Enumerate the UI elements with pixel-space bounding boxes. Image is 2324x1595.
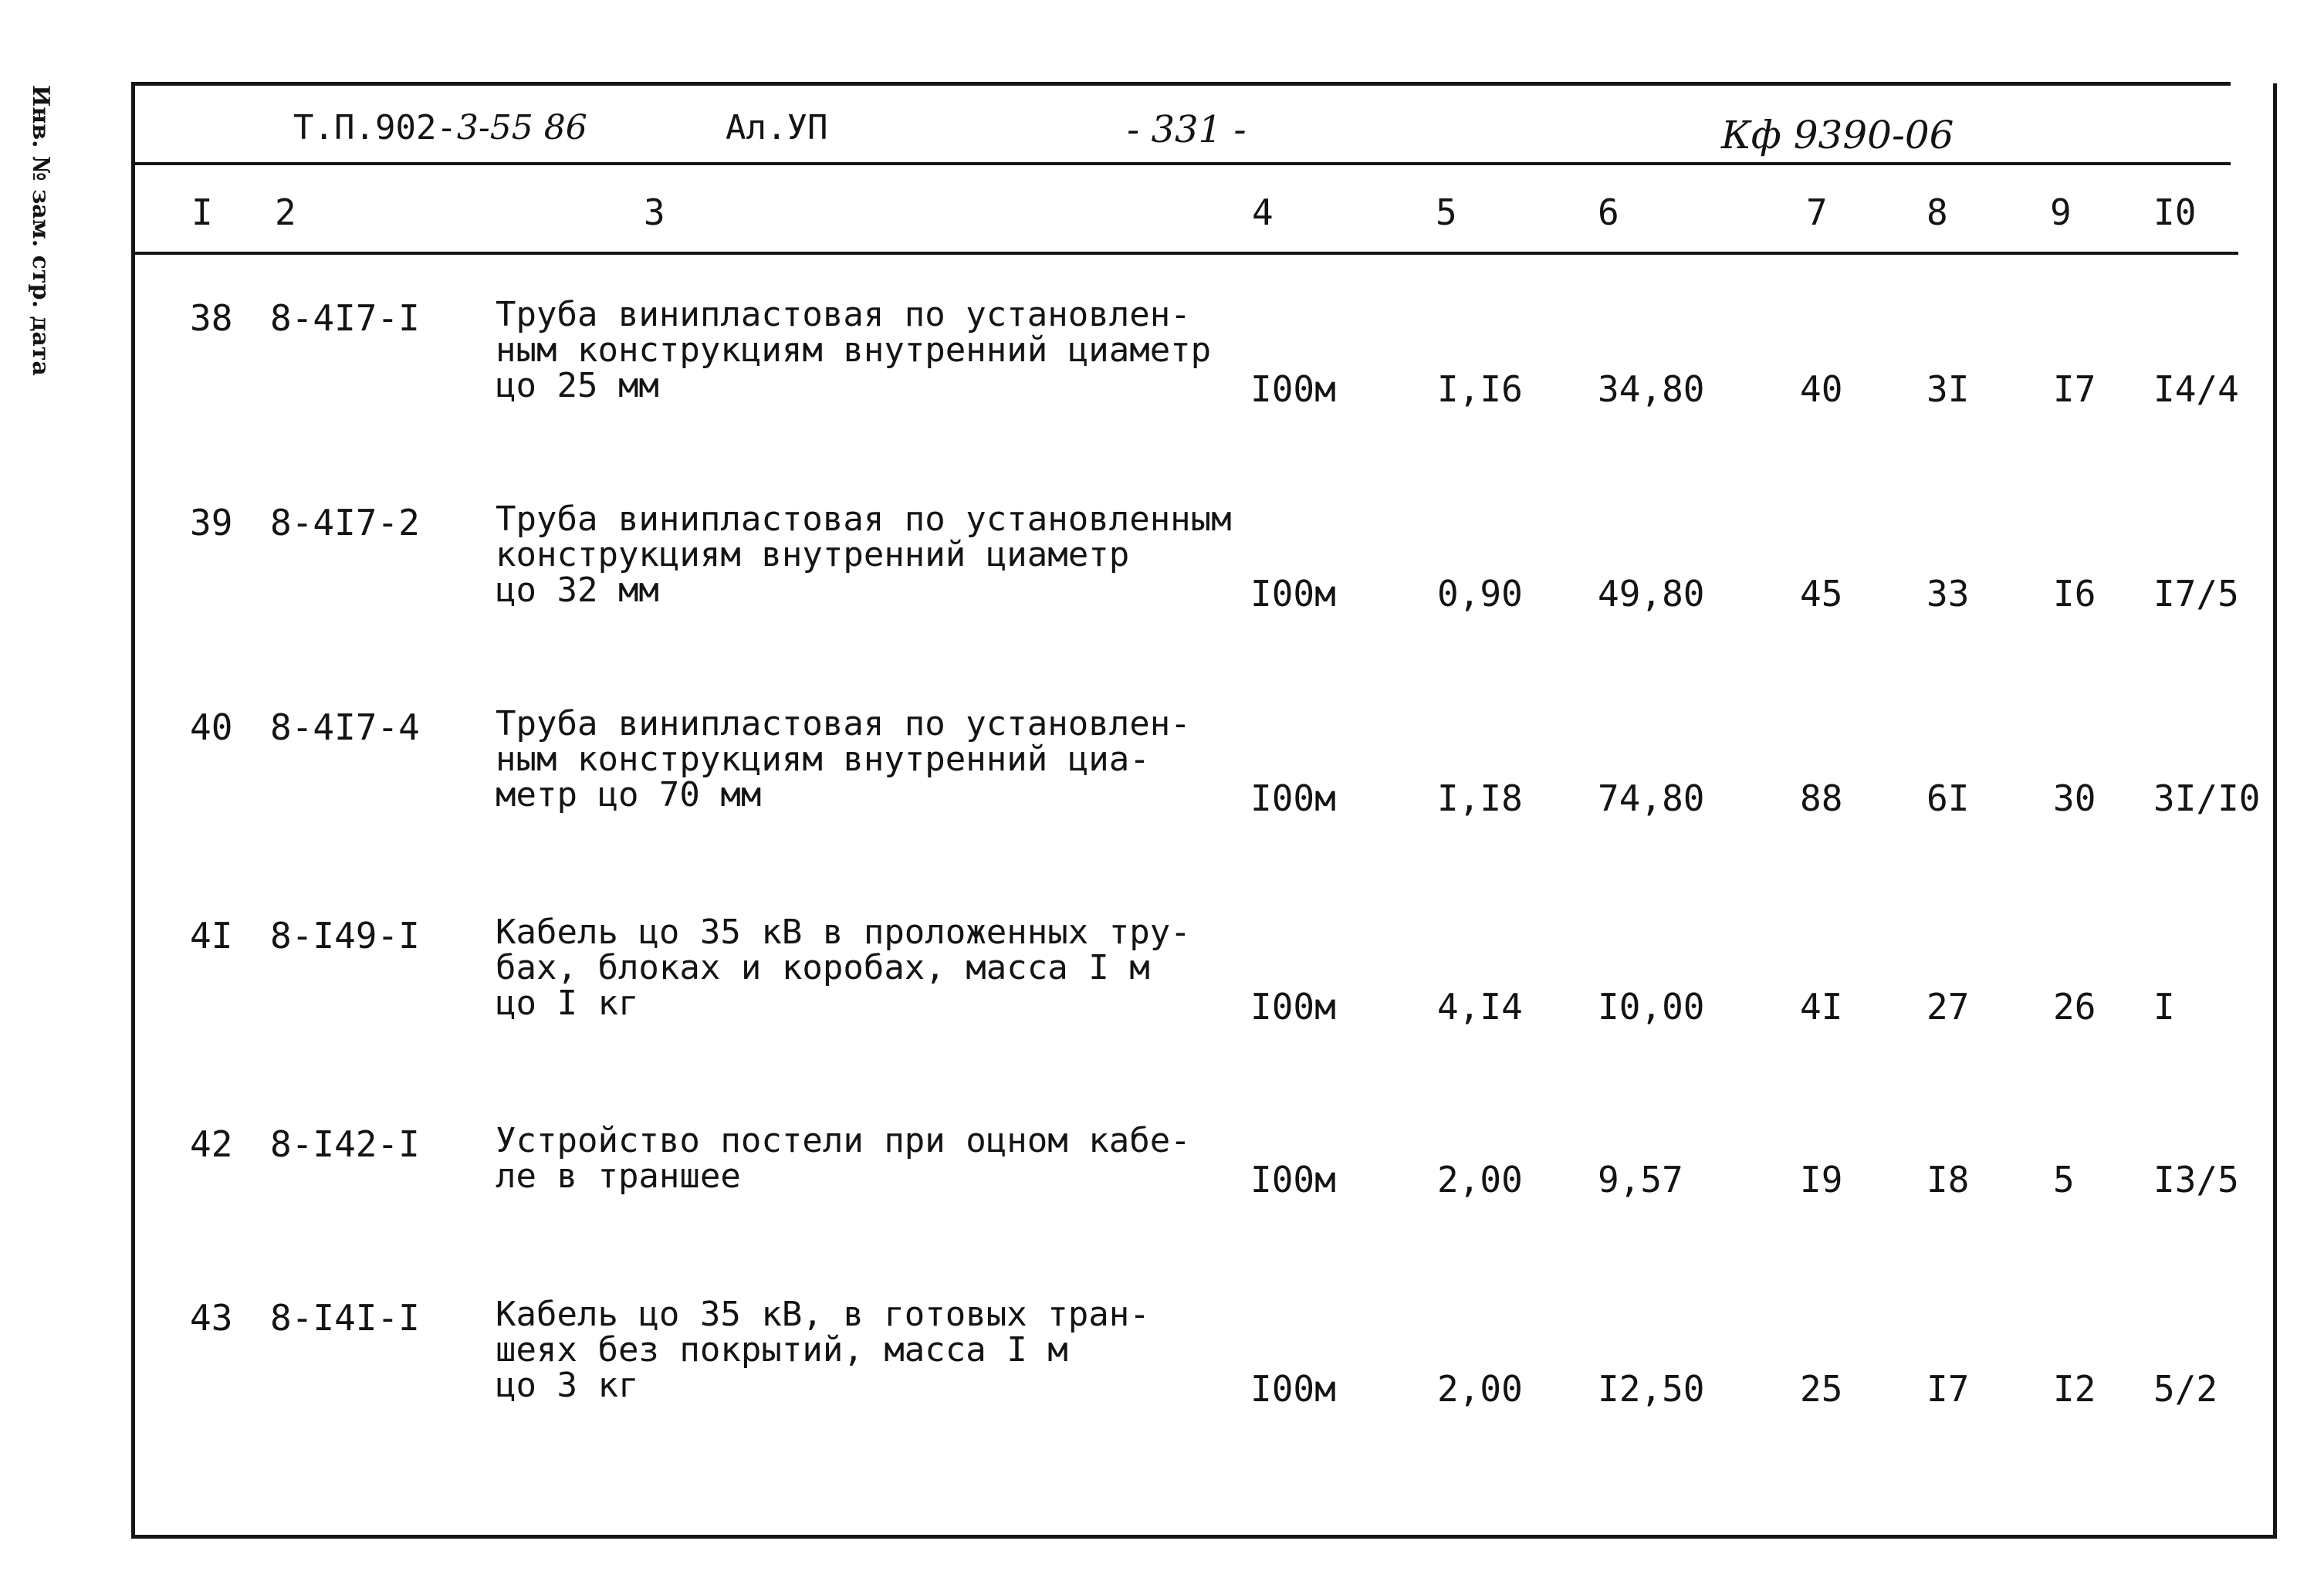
- album-number: Ал.УП: [726, 108, 828, 147]
- column-number-7: 7: [1806, 191, 1828, 233]
- item-code: 8-4I7-2: [270, 502, 420, 544]
- header-bottom-rule: [131, 162, 2231, 165]
- description-line: Труба винипластовая по установленным: [496, 499, 1232, 539]
- row-number: 4I: [190, 915, 233, 957]
- price-value: 74,80: [1598, 777, 1705, 819]
- item-code: 8-4I7-4: [270, 706, 420, 748]
- side-stamp-text: Инв. № зам. стр. дата: [27, 85, 54, 376]
- description-line: ным конструкциям внутренний циаметр: [496, 330, 1212, 370]
- column-9-value: I2: [2053, 1368, 2096, 1410]
- column-8-value: 33: [1927, 573, 1970, 615]
- description-line: цо I кг: [496, 984, 639, 1023]
- item-description: [496, 1123, 1191, 1194]
- column-9-value: 30: [2053, 777, 2096, 819]
- project-number: Т.П.902-3-55 86: [293, 108, 587, 147]
- quantity-value: 4,I4: [1437, 986, 1523, 1028]
- page-number: - 331 -: [1127, 108, 1247, 151]
- column-7-value: 45: [1800, 573, 1843, 615]
- unit-value: I00м: [1250, 368, 1336, 410]
- description-line: бах, блоках и коробах, масса I м: [496, 948, 1150, 987]
- description-line: Устройство постели при оцном кабе-: [496, 1121, 1191, 1160]
- item-description: [496, 499, 1232, 610]
- column-8-value: I8: [1927, 1159, 1970, 1200]
- description-line: конструкциям внутренний циаметр: [496, 535, 1130, 574]
- column-9-value: 5: [2053, 1159, 2075, 1200]
- column-9-value: I7: [2053, 368, 2096, 410]
- column-10-value: I7/5: [2153, 573, 2239, 615]
- column-7-value: 25: [1800, 1368, 1843, 1410]
- description-line: Труба винипластовая по установлен-: [496, 704, 1191, 743]
- quantity-value: 0,90: [1437, 573, 1523, 615]
- column-number-10: I0: [2153, 191, 2197, 233]
- unit-value: I00м: [1250, 1368, 1336, 1410]
- description-line: ле в траншее: [496, 1156, 741, 1196]
- column-9-value: 26: [2053, 986, 2096, 1028]
- column-number-1: I: [191, 191, 213, 233]
- column-8-value: 27: [1927, 986, 1970, 1028]
- column-number-6: 6: [1598, 191, 1619, 233]
- item-description: [496, 915, 1191, 1021]
- description-line: цо 25 мм: [496, 366, 659, 405]
- column-7-value: I9: [1800, 1159, 1843, 1200]
- column-10-value: I: [2153, 986, 2175, 1028]
- item-code: 8-I42-I: [270, 1123, 420, 1165]
- item-description: [496, 1297, 1150, 1404]
- description-line: ным конструкциям внутренний циа-: [496, 740, 1150, 779]
- item-code: 8-4I7-I: [270, 297, 420, 339]
- column-7-value: 40: [1800, 368, 1843, 410]
- row-number: 42: [190, 1123, 233, 1165]
- item-code: 8-I49-I: [270, 915, 420, 957]
- description-line: цо 3 кг: [496, 1366, 639, 1405]
- unit-value: I00м: [1250, 986, 1336, 1028]
- column-10-value: I4/4: [2153, 368, 2239, 410]
- unit-value: I00м: [1250, 573, 1336, 615]
- description-line: метр цо 70 мм: [496, 775, 762, 814]
- column-7-value: 88: [1800, 777, 1843, 819]
- unit-value: I00м: [1250, 1159, 1336, 1200]
- column-8-value: 3I: [1927, 368, 1970, 410]
- price-value: 49,80: [1598, 573, 1705, 615]
- column-number-8: 8: [1927, 191, 1948, 233]
- column-10-value: 3I/I0: [2153, 777, 2261, 819]
- column-number-5: 5: [1436, 191, 1457, 233]
- row-number: 43: [190, 1297, 233, 1339]
- description-line: шеях без покрытий, масса I м: [496, 1330, 1068, 1370]
- description-line: цо 32 мм: [496, 571, 659, 610]
- column-number-9: 9: [2050, 191, 2072, 233]
- column-10-value: I3/5: [2153, 1159, 2239, 1200]
- header-top-rule: [131, 82, 2231, 86]
- column-number-2: 2: [275, 191, 296, 233]
- row-number: 40: [190, 706, 233, 748]
- description-line: Кабель цо 35 кВ, в готовых тран-: [496, 1295, 1150, 1334]
- item-description: [496, 297, 1211, 404]
- row-number: 38: [190, 297, 233, 339]
- price-value: I2,50: [1598, 1368, 1705, 1410]
- quantity-value: I,I6: [1437, 368, 1523, 410]
- item-code: 8-I4I-I: [270, 1297, 420, 1339]
- description-line: Труба винипластовая по установлен-: [496, 295, 1191, 334]
- quantity-value: 2,00: [1437, 1159, 1523, 1200]
- project-number-handwritten: 3-55 86: [456, 108, 587, 147]
- column-8-value: 6I: [1927, 777, 1970, 819]
- price-value: 9,57: [1598, 1159, 1683, 1200]
- column-number-4: 4: [1252, 191, 1274, 233]
- column-7-value: 4I: [1800, 986, 1843, 1028]
- item-description: [496, 706, 1191, 813]
- column-9-value: I6: [2053, 573, 2096, 615]
- description-line: Кабель цо 35 кВ в проложенных тру-: [496, 913, 1191, 952]
- column-number-3: 3: [644, 191, 665, 233]
- unit-value: I00м: [1250, 777, 1336, 819]
- price-value: I0,00: [1598, 986, 1705, 1028]
- quantity-value: I,I8: [1437, 777, 1523, 819]
- column-8-value: I7: [1927, 1368, 1970, 1410]
- document-code: Кф 9390-06: [1721, 113, 1954, 157]
- quantity-value: 2,00: [1437, 1368, 1523, 1410]
- price-value: 34,80: [1598, 368, 1705, 410]
- column-10-value: 5/2: [2153, 1368, 2218, 1410]
- row-number: 39: [190, 502, 233, 544]
- column-numbers-rule: [131, 252, 2238, 255]
